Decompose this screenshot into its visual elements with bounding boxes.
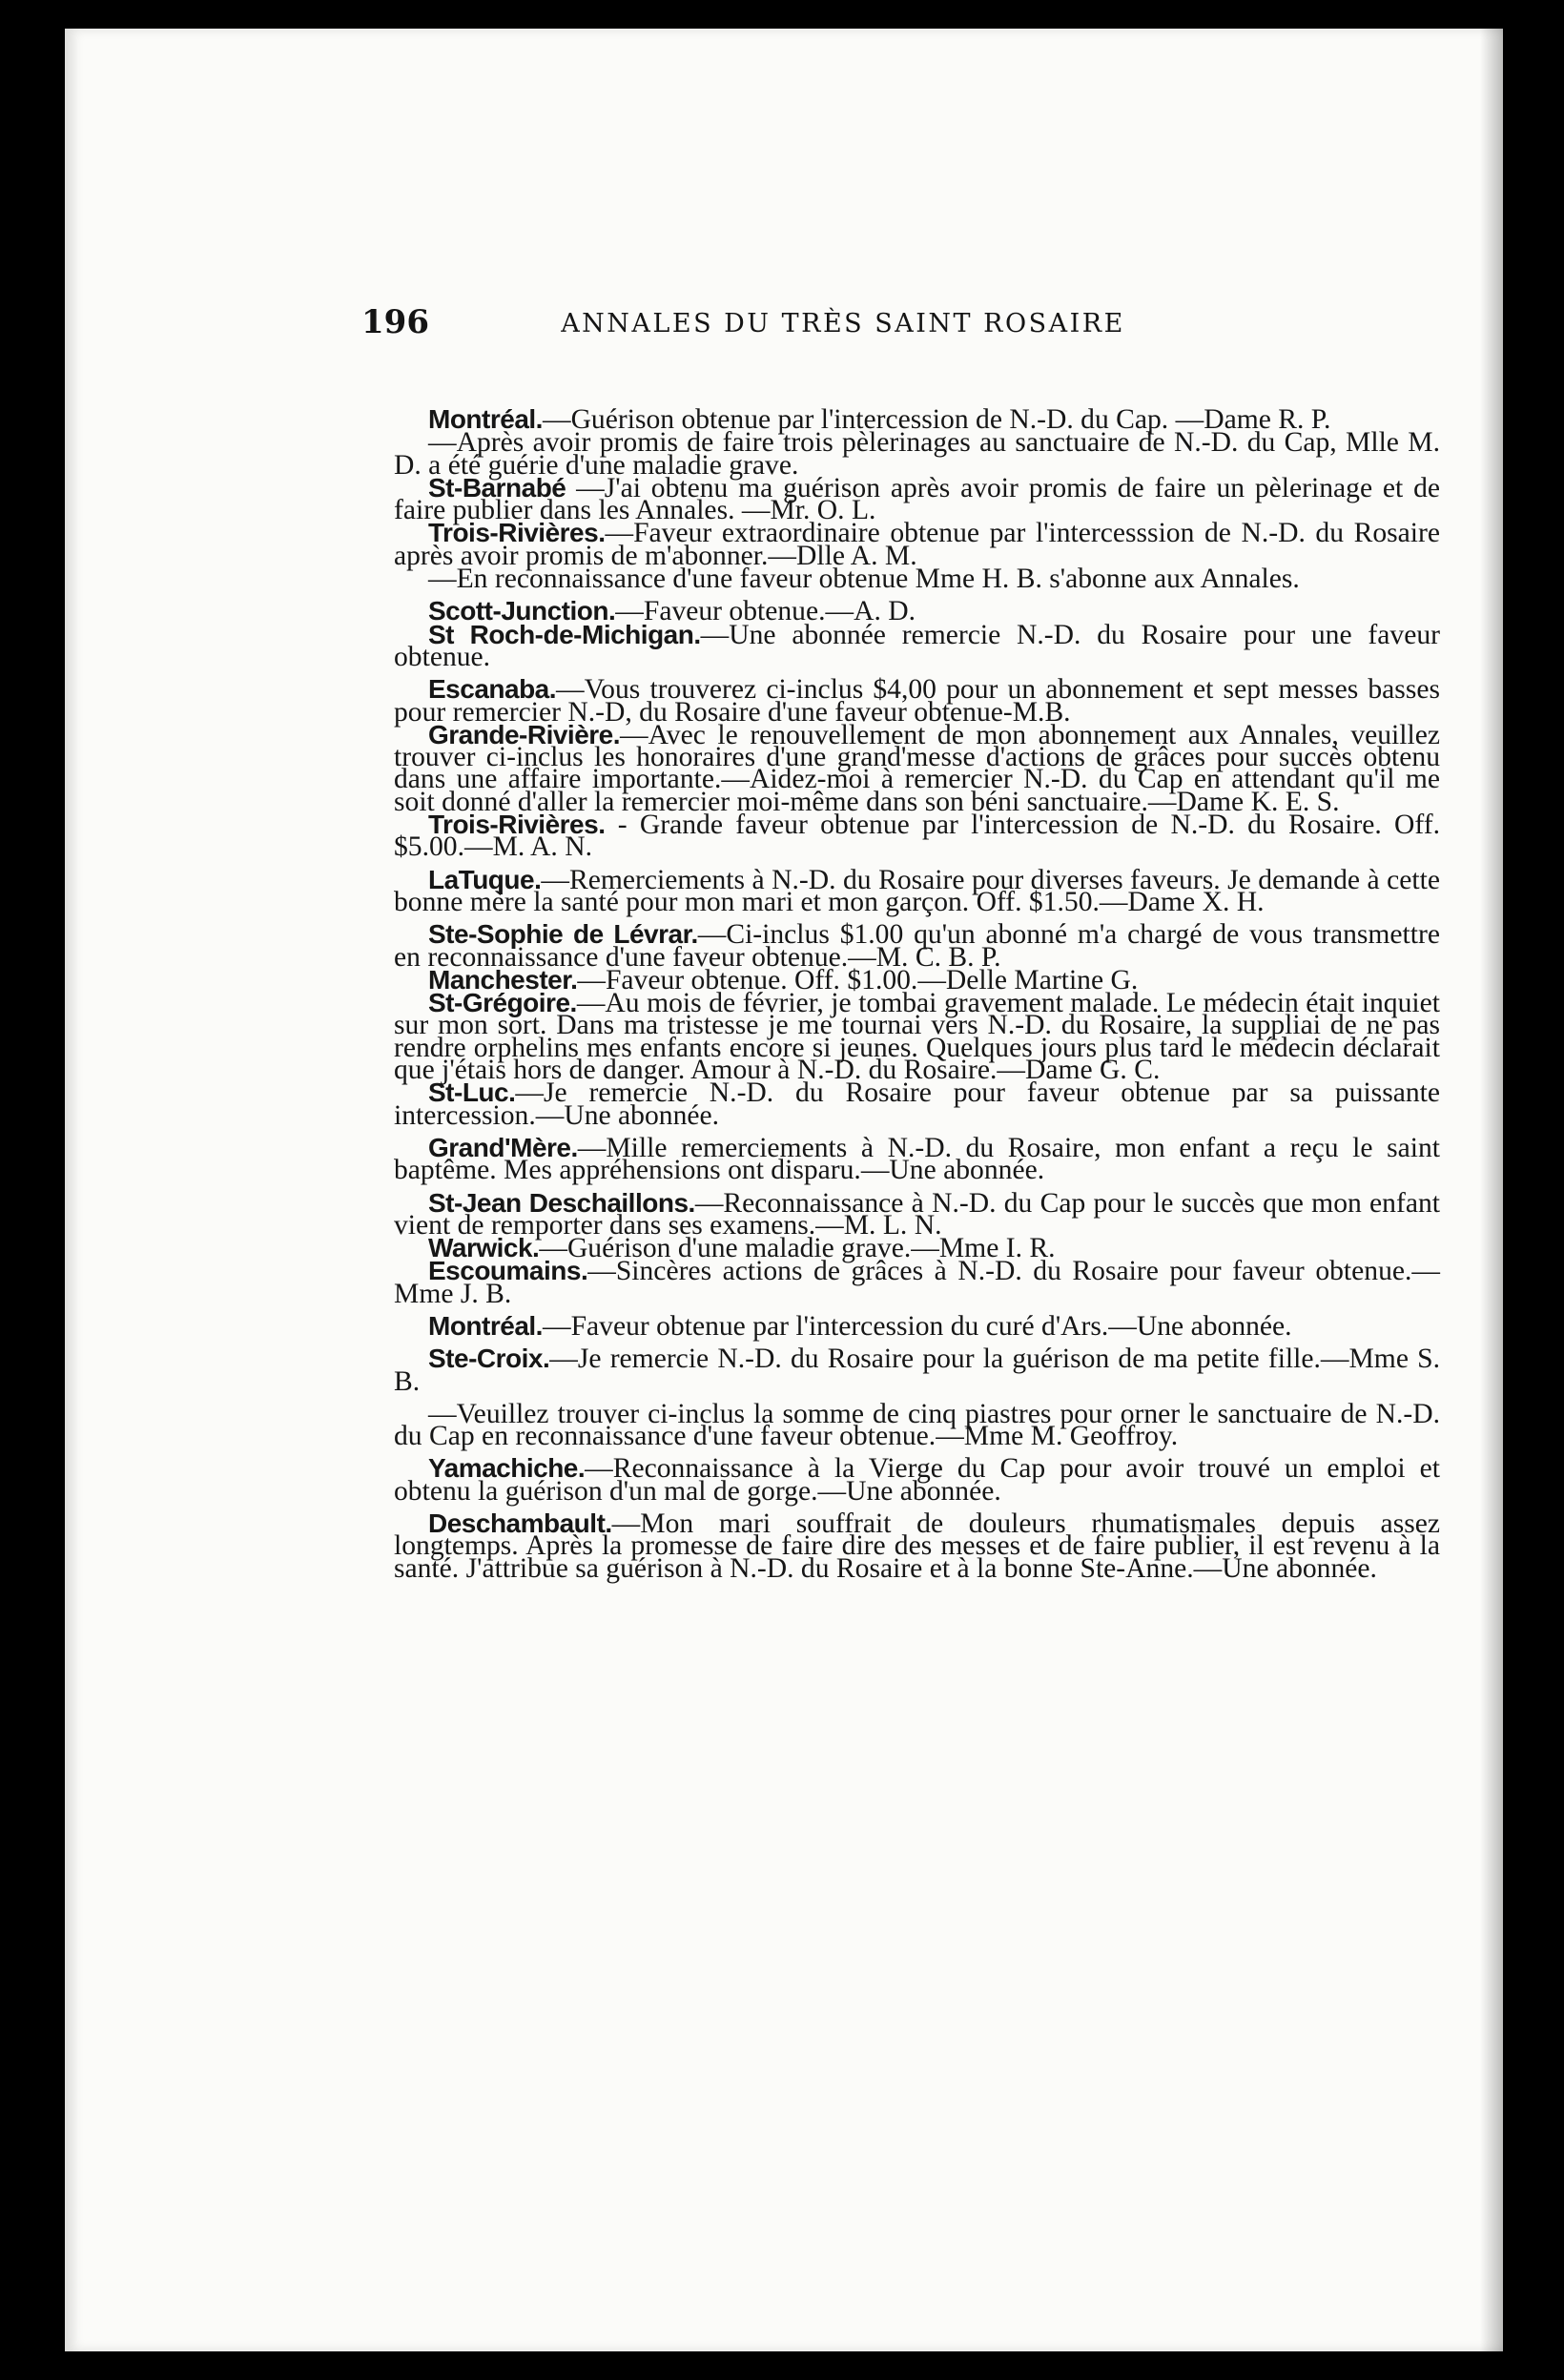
entry-text: —Veuillez trouver ci-inclus la somme de cinq piastres pour orner le sanctuaire de N.-D. du Cap en reconnaissance d'une faveur obtenue.—Mme M. Geoffroy. (394, 1398, 1440, 1452)
entry-text: —Faveur obtenue par l'intercession du curé d'Ars.—Une abonnée. (542, 1310, 1292, 1342)
entry (394, 427, 1440, 481)
entry (394, 674, 1440, 728)
entry-text: —Après avoir promis de faire trois pèlerinages au sanctuaire de N.-D. du Cap, Mlle M. D. a été guérie d'une maladie grave. (394, 427, 1440, 481)
entry-place: Deschambault. (428, 1508, 612, 1539)
entry-text: —Au mois de février, je tombai gravement malade. Le médecin était inquiet sur mon sort. Dans ma tristesse je me tournai vers N.-D. du Rosaire, la suppliai de ne pas rendre orphelins mes enfants encore si jeunes. Quelques jours plus tard le médecin déclarait que j'étais hors de danger. Amour à N.-D. du Rosaire.—Dame G. C. (394, 988, 1440, 1086)
entry-text: —Je remercie N.-D. du Rosaire pour la guérison de ma petite fille.—Mme S. B. (394, 1344, 1440, 1397)
entry-place: St-Grégoire. (428, 988, 577, 1018)
page-gutter-shadow (1480, 29, 1503, 2351)
entry-place: Ste-Croix. (428, 1344, 550, 1374)
entry (394, 1453, 1440, 1507)
entry-text: —Sincères actions de grâces à N.-D. du Rosaire pour faveur obtenue.—Mme J. B. (394, 1256, 1440, 1309)
entry-text: —Mille remerciements à N.-D. du Rosaire, mon enfant a reçu le saint baptême. Mes appréhensions ont disparu.—Une abonnée. (394, 1132, 1440, 1186)
entry-place: Escanaba. (428, 674, 557, 705)
entry-text: —J'ai obtenu ma guérison après avoir promis de faire un pèlerinage et de faire publier dans les Annales. —Mr. O. L. (394, 472, 1440, 526)
entry-text: —Avec le renouvellement de mon abonnement aux Annales, veuillez trouver ci-inclus les honoraires d'une grand'messe d'actions de grâces pour succès obtenu dans une affaire importante.—Aidez-moi à remercier N.-D. du Cap en attendant qu'il me soit donné d'aller la remercier moi-même dans son béni sanctuaire.—Dame K. E. S. (394, 719, 1440, 817)
entry (394, 564, 1440, 595)
entry (394, 1508, 1440, 1584)
entry-text: —Faveur obtenue. Off. $1.00.—Delle Martine G. (577, 964, 1139, 995)
entry-place: Grand'Mère. (428, 1132, 578, 1162)
entry-place: Trois-Rivières. (428, 810, 606, 840)
entry-place: Ste-Sophie de Lévrar. (428, 919, 698, 950)
entry (394, 518, 1440, 571)
entry-place: Trois-Rivières. (428, 518, 606, 548)
entry-place: Montréal. (428, 404, 543, 434)
entry-text: —Guérison obtenue par l'intercession de N.-D. du Cap. —Dame R. P. (542, 404, 1331, 435)
page-number: 196 (361, 303, 429, 341)
entry-text: —En reconnaissance d'une faveur obtenue Mme H. B. s'abonne aux Annales. (428, 564, 1300, 595)
entry (394, 1187, 1440, 1241)
entry-text: - Grande faveur obtenue par l'intercession de N.-D. du Rosaire. Off. $5.00.—M. A. N. (394, 810, 1440, 863)
entry-place: LaTuque. (428, 864, 542, 894)
entry (394, 619, 1440, 672)
entry (394, 1256, 1440, 1309)
entry-place: St-Luc. (428, 1077, 516, 1108)
entry (394, 810, 1440, 863)
entry-place: St-Barnabé (428, 472, 566, 503)
entry-place: Escoumains. (428, 1256, 588, 1286)
entry-text: —Reconnaissance à N.-D. du Cap pour le succès que mon enfant vient de remporter dans ses examens.—M. L. N. (394, 1187, 1440, 1241)
entry-place: St-Jean Deschaillons. (428, 1187, 695, 1218)
entry-text: —Faveur obtenue.—A. D. (615, 596, 916, 627)
entry (394, 1077, 1440, 1131)
entry (394, 1398, 1440, 1452)
entry-text: —Faveur extraordinaire obtenue par l'intercesssion de N.-D. du Rosaire après avoir promis de m'abonner.—Dlle A. M. (394, 518, 1440, 571)
running-head: ANNALES DU TRÈS SAINT ROSAIRE (561, 309, 1125, 339)
entry-text: —Je remercie N.-D. du Rosaire pour faveur obtenue par sa puissante intercession.—Une abonnée. (394, 1077, 1440, 1131)
entry-place: Grande-Rivière. (428, 719, 621, 749)
entry-place: Manchester. (428, 964, 578, 995)
page-header (361, 303, 1239, 360)
entry (394, 1310, 1440, 1342)
entry-text: —Reconnaissance à la Vierge du Cap pour avoir trouvé un emploi et obtenu la guérison d'un mal de gorge.—Une abonnée. (394, 1453, 1440, 1507)
entry-place: Yamachiche. (428, 1453, 586, 1484)
entry-text: —Mon mari souffrait de douleurs rhumatismales depuis assez longtemps. Après la promesse de faire dire des messes et de faire publier, il est revenu à la santé. J'attribue sa guérison à N.-D. du Rosaire et à la bonne Ste-Anne.—Une abonnée. (394, 1508, 1440, 1584)
entry-place: Warwick. (428, 1233, 540, 1263)
entry-place: Scott-Junction. (428, 596, 616, 626)
entry-text: —Vous trouverez ci-inclus $4,00 pour un abonnement et sept messes basses pour remercier N.-D, du Rosaire d'une faveur obtenue-M.B. (394, 674, 1440, 728)
book-page (65, 29, 1503, 2351)
entries-list (394, 404, 1440, 1584)
entry-text: —Ci-inclus $1.00 qu'un abonné m'a chargé de vous transmettre en reconnaissance d'une faveur obtenue.—M. C. B. P. (394, 919, 1440, 973)
entry-text: —Remerciements à N.-D. du Rosaire pour diverses faveurs. Je demande à cette bonne mère la santé pour mon mari et mon garçon. Off. $1.50.—Dame X. H. (394, 864, 1440, 917)
entry (394, 988, 1440, 1086)
entry-place: St Roch-de-Michigan. (428, 619, 701, 649)
entry (394, 1344, 1440, 1397)
entry (394, 864, 1440, 917)
entry-text: —Guérison d'une maladie grave.—Mme I. R. (539, 1233, 1056, 1264)
entry (394, 719, 1440, 817)
entry (394, 472, 1440, 526)
entry (394, 1132, 1440, 1186)
entry-place: Montréal. (428, 1310, 543, 1341)
entry (394, 919, 1440, 973)
entry-text: —Une abonnée remercie N.-D. du Rosaire pour une faveur obtenue. (394, 619, 1440, 672)
